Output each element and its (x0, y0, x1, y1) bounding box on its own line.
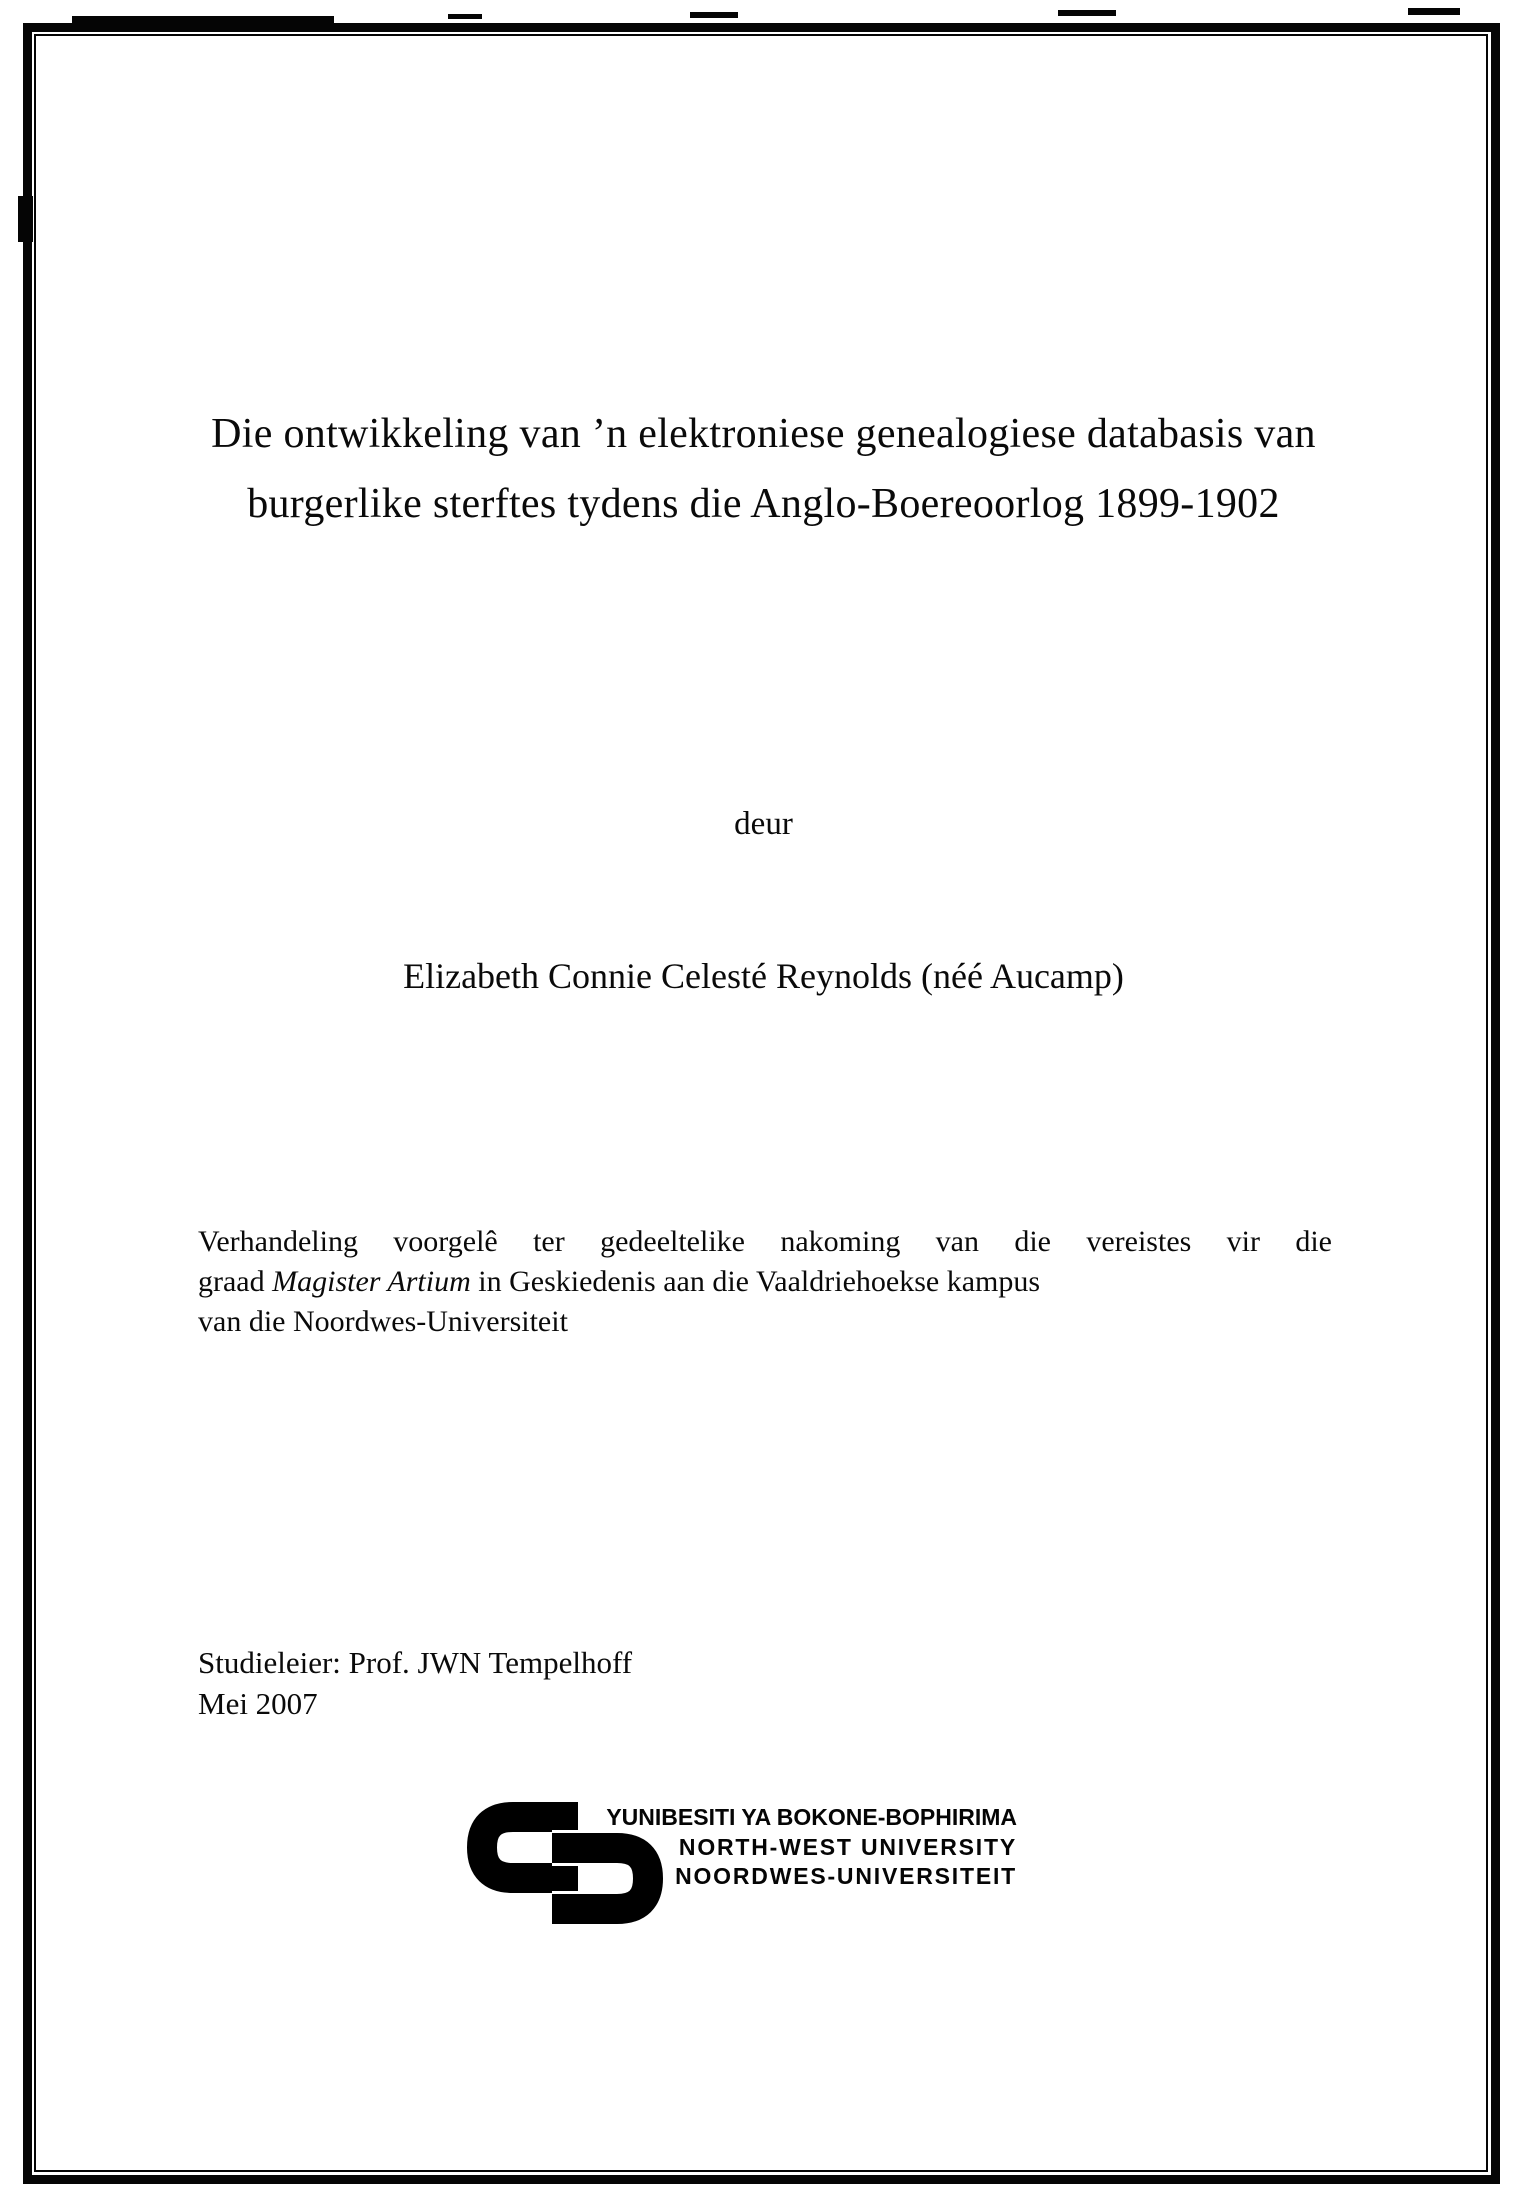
degree-statement (198, 1222, 1332, 1342)
thesis-title-line-2: burgerlike sterftes tydens die Anglo-Boereoorlog 1899-1902 (247, 481, 1280, 527)
scan-artifact (1408, 8, 1460, 15)
supervisor-block (198, 1642, 632, 1724)
supervisor-line: Studieleier: Prof. JWN Tempelhoff (198, 1645, 633, 1680)
university-logo (467, 1798, 1017, 1930)
degree-statement-line-3: van die Noordwes-Universiteit (198, 1305, 568, 1338)
author-name: Elizabeth Connie Celesté Reynolds (néé Aucamp) (403, 956, 1124, 996)
scan-artifact (690, 12, 738, 18)
degree-statement-line-2 (198, 1262, 1332, 1302)
degree-statement-line-1: Verhandeling voorgelê ter gedeeltelike nakoming van die vereistes vir die (198, 1225, 1332, 1258)
university-logo-text (606, 1803, 1017, 1892)
logo-text-setswana: YUNIBESITI YA BOKONE-BOPHIRIMA (606, 1804, 1017, 1830)
date-line: Mei 2007 (198, 1686, 318, 1721)
scan-artifact (1058, 10, 1116, 16)
logo-text-english: NORTH-WEST UNIVERSITY (678, 1833, 1017, 1860)
thesis-title (120, 399, 1407, 539)
degree-statement-line-2-pre: graad (198, 1265, 273, 1298)
degree-name-italic: Magister Artium (272, 1265, 471, 1298)
scan-artifact (448, 14, 482, 19)
logo-text-afrikaans: NOORDWES-UNIVERSITEIT (675, 1863, 1017, 1889)
degree-statement-line-2-post: in Geskiedenis aan die Vaaldriehoekse kampus (470, 1265, 1041, 1298)
byline-preposition: deur (734, 806, 793, 842)
thesis-title-line-1: Die ontwikkeling van ’n elektroniese genealogiese databasis van (211, 411, 1316, 457)
